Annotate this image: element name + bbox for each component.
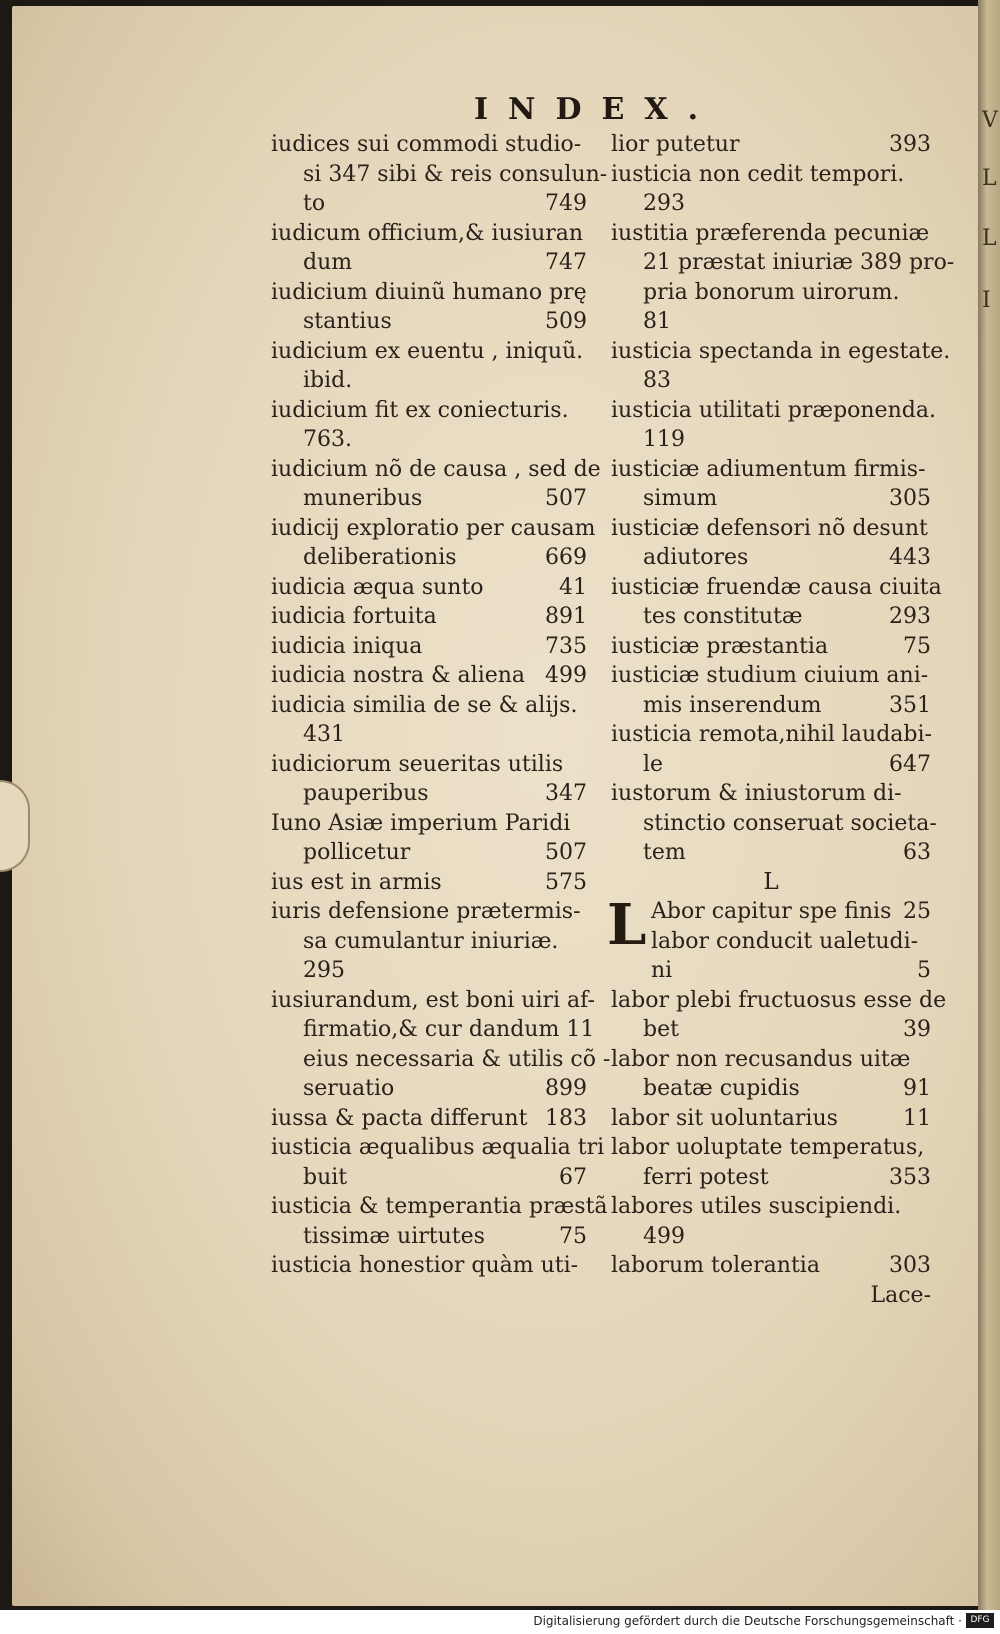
entry-text: 21 præstat iniuriæ 389 pro-: [643, 250, 955, 275]
entry-text: iudicia æqua sunto: [271, 574, 484, 600]
index-entry: [271, 484, 587, 514]
entry-text: iusticia non cedit tempori.: [611, 161, 905, 187]
entry-text: 295: [303, 958, 345, 983]
index-entry: [611, 514, 931, 544]
entry-text: ius est in armis: [271, 869, 442, 895]
index-entry: [611, 602, 931, 632]
index-entry: [271, 1222, 587, 1252]
page-number: 499: [545, 663, 587, 688]
index-entry: [271, 779, 587, 809]
index-entry: [271, 307, 587, 337]
entry-text: lior putetur: [611, 132, 740, 157]
page-number: 353: [889, 1164, 931, 1190]
drop-cap: L: [607, 892, 647, 958]
entry-text: 83: [643, 368, 671, 393]
index-entry: [611, 278, 931, 308]
page-number: 11: [903, 1105, 931, 1131]
entry-text: labor sit uoluntarius: [611, 1105, 838, 1131]
page-number: 91: [903, 1076, 931, 1101]
index-entry: [271, 455, 601, 485]
page-number: 63: [903, 840, 931, 865]
entry-text: 119: [643, 427, 685, 452]
entry-text: iusticia honestior quàm uti-: [271, 1253, 579, 1278]
index-entry: [611, 425, 931, 455]
catchword: Lace-: [870, 1282, 931, 1308]
entry-text: iudicium ex euentu , iniquũ.: [271, 338, 584, 364]
entry-text: 431: [303, 722, 345, 747]
index-entry: [611, 1015, 931, 1045]
entry-text: ibid.: [303, 368, 353, 393]
index-entry: [271, 189, 587, 219]
index-entry: [611, 1133, 931, 1163]
entry-text: le: [643, 751, 664, 777]
entry-text: mis inserendum: [643, 692, 822, 718]
entry-text: iudiciorum seueritas utilis: [271, 751, 564, 777]
entry-text: iusticiæ præstantia: [611, 633, 829, 659]
index-entry: [271, 514, 596, 544]
index-entry: [271, 927, 587, 957]
entry-text: bet: [643, 1017, 679, 1042]
index-entry: [271, 1015, 595, 1045]
entry-text: labores utiles suscipiendi.: [611, 1194, 902, 1219]
index-entry: [271, 219, 587, 249]
entry-text: iusticiæ fruendæ causa ciuita: [611, 574, 942, 600]
page-number: 303: [889, 1253, 931, 1278]
index-entry: [611, 1045, 931, 1075]
index-entry: [611, 366, 931, 396]
adjacent-page-edge: [978, 0, 1000, 1610]
page-number: 39: [903, 1017, 931, 1042]
entry-text: seruatio: [303, 1076, 395, 1101]
entry-text: ni: [651, 958, 673, 983]
index-entry: [271, 1163, 587, 1193]
entry-text: tissimæ uirtutes: [303, 1223, 485, 1249]
index-entry: [611, 927, 931, 957]
entry-text: stantius: [303, 309, 392, 334]
index-entry: [611, 455, 931, 485]
index-entry: [611, 337, 951, 367]
entry-text: firmatio,& cur dandum 11: [303, 1017, 595, 1042]
index-entry: [271, 425, 587, 455]
entry-text: buit: [303, 1164, 348, 1190]
edge-mark: V: [982, 108, 998, 133]
index-entry: [611, 160, 931, 190]
index-entry: [271, 661, 587, 691]
index-entry: [271, 750, 587, 780]
index-entry: [611, 307, 931, 337]
entry-text: 81: [643, 309, 671, 334]
entry-text: Abor capitur spe finis: [651, 899, 892, 924]
entry-text: iudicia fortuita: [271, 604, 437, 629]
entry-text: iudicia similia de se & alijs.: [271, 692, 578, 718]
index-entry: [611, 661, 931, 691]
entry-text: iudicium diuinũ humano prę: [271, 279, 587, 305]
page-number: 41: [559, 574, 587, 600]
index-entry: [611, 130, 931, 160]
index-entry: [611, 838, 931, 868]
index-entry: [611, 720, 931, 750]
page-number: 747: [545, 250, 587, 275]
page-number: 393: [889, 132, 931, 157]
index-entry: [271, 1133, 605, 1163]
entry-text: iudicium fit ex coniecturis.: [271, 397, 569, 423]
entry-text: iusticia spectanda in egestate.: [611, 338, 951, 364]
index-entry: [271, 1074, 587, 1104]
entry-text: stinctio conseruat societa-: [643, 810, 937, 836]
entry-text: labor non recusandus uitæ: [611, 1046, 911, 1072]
index-entry: [611, 396, 936, 426]
index-entry: [611, 1104, 931, 1134]
index-entry: [271, 632, 587, 662]
page-number: 347: [545, 781, 587, 806]
page-number: 75: [559, 1223, 587, 1249]
page-number: 351: [889, 692, 931, 718]
page-title: INDEX.: [474, 92, 719, 127]
edge-mark: L: [982, 226, 997, 251]
index-column-right: [607, 130, 955, 1310]
index-entry: [611, 956, 931, 986]
entry-text: iudicij exploratio per causam: [271, 515, 596, 541]
index-entry: [611, 632, 931, 662]
index-entry: [271, 1104, 587, 1134]
footer-credit: Digitalisierung gefördert durch die Deutsche Forschungsgemeinschaft ·: [533, 1614, 962, 1628]
entry-text: iudicia iniqua: [271, 633, 423, 659]
entry-text: si 347 sibi & reis consulun-: [303, 161, 608, 187]
index-entry: [271, 337, 587, 367]
page-number: 507: [545, 486, 587, 511]
entry-text: Iuno Asiæ imperium Paridi: [271, 810, 571, 836]
page-number: 5: [917, 958, 931, 983]
page-number: 575: [545, 869, 587, 895]
index-entry: [271, 396, 587, 426]
index-entry: [271, 838, 587, 868]
index-column-left: [271, 130, 611, 1281]
index-entry: [611, 809, 937, 839]
entry-text: simum: [643, 486, 718, 511]
index-entry: [271, 366, 587, 396]
entry-text: eius necessaria & utilis cõ -: [303, 1046, 611, 1072]
index-entry: [611, 1163, 931, 1193]
index-entry: [271, 1045, 611, 1075]
page-number: 749: [545, 191, 587, 216]
entry-text: pollicetur: [303, 840, 411, 865]
index-entry: [611, 573, 942, 603]
entry-text: iusticia utilitati præponenda.: [611, 397, 936, 423]
index-entry: [271, 602, 587, 632]
entry-text: 763.: [303, 427, 352, 452]
entry-text: iusticia remota,nihil laudabi-: [611, 722, 932, 747]
index-entry: [611, 1074, 931, 1104]
entry-text: dum: [303, 250, 353, 275]
index-entry: [271, 868, 587, 898]
entry-text: iussa & pacta differunt: [271, 1105, 528, 1131]
index-entry: [611, 691, 931, 721]
index-entry: [611, 248, 955, 278]
index-entry: [271, 809, 587, 839]
index-entry: [611, 1192, 931, 1222]
index-entry: [271, 691, 587, 721]
index-entry: [271, 897, 587, 927]
entry-text: iustorum & iniustorum di-: [611, 781, 902, 806]
dfg-logo: DFG: [966, 1613, 994, 1628]
page-number: 75: [903, 633, 931, 659]
page-number: 67: [559, 1164, 587, 1190]
entry-text: iudicia nostra & aliena: [271, 663, 526, 688]
entry-text: pria bonorum uirorum.: [643, 279, 900, 305]
index-entry: [611, 750, 931, 780]
entry-text: deliberationis: [303, 545, 457, 570]
entry-text: iusticiæ adiumentum firmis-: [611, 456, 926, 482]
index-entry: [611, 779, 931, 809]
index-entry: [611, 484, 931, 514]
index-entry: [271, 130, 587, 160]
index-entry: [271, 1192, 608, 1222]
index-entry: [611, 189, 931, 219]
page-number: 305: [889, 486, 931, 511]
index-entry: [271, 720, 587, 750]
index-entry: [271, 543, 587, 573]
entry-text: iustitia præferenda pecuniæ: [611, 220, 930, 246]
index-entry: [271, 248, 587, 278]
entry-text: iusticiæ defensori nõ desunt: [611, 515, 928, 541]
entry-text: labor uoluptate temperatus,: [611, 1135, 925, 1160]
index-entry: [271, 160, 608, 190]
entry-text: ferri potest: [643, 1164, 769, 1190]
index-entry: [271, 1251, 587, 1281]
entry-text: iudicium nõ de causa , sed de: [271, 456, 601, 482]
entry-text: iusticiæ studium ciuium ani-: [611, 663, 929, 688]
entry-text: iudicum officium,& iusiuran: [271, 220, 584, 246]
entry-text: 293: [643, 191, 685, 216]
entry-text: iudices sui commodi studio-: [271, 132, 582, 157]
entry-text: tes constitutæ: [643, 604, 803, 629]
index-entry: [271, 956, 587, 986]
page-number: 891: [545, 604, 587, 629]
entry-text: iusticia & temperantia præstã: [271, 1194, 608, 1219]
entry-text: iusiurandum, est boni uiri af-: [271, 987, 595, 1013]
entry-text: tem: [643, 840, 686, 865]
entry-text: muneribus: [303, 486, 423, 511]
entry-text: laborum tolerantia: [611, 1253, 820, 1278]
entry-text: labor conducit ualetudi-: [651, 928, 919, 954]
entry-text: iusticia æqualibus æqualia tri: [271, 1135, 605, 1160]
page-number: 735: [545, 633, 587, 659]
page-number: 183: [545, 1105, 587, 1131]
index-entry: [611, 1222, 931, 1252]
entry-text: pauperibus: [303, 781, 429, 806]
index-entry: [611, 1251, 931, 1281]
entry-text: beatæ cupidis: [643, 1076, 800, 1101]
edge-mark: I: [982, 288, 991, 313]
index-entry: [611, 219, 931, 249]
index-entry: [611, 986, 947, 1016]
entry-text: labor plebi fructuosus esse de: [611, 987, 947, 1013]
page-number: 443: [889, 545, 931, 570]
index-entry: [271, 278, 587, 308]
entry-text: to: [303, 191, 326, 216]
page-number: 669: [545, 545, 587, 570]
section-letter: L: [763, 868, 779, 895]
page-number: 293: [889, 604, 931, 629]
page-number: 899: [545, 1076, 587, 1101]
page-number: 509: [545, 309, 587, 334]
page-number: 647: [889, 751, 931, 777]
index-entry: [611, 543, 931, 573]
entry-text: iuris defensione prætermis-: [271, 899, 581, 924]
index-entry: [271, 573, 587, 603]
entry-text: adiutores: [643, 545, 749, 570]
index-entry: [271, 986, 595, 1016]
edge-mark: L: [982, 166, 997, 191]
entry-text: sa cumulantur iniuriæ.: [303, 928, 559, 954]
page-number: 25: [903, 899, 931, 924]
entry-text: 499: [643, 1223, 685, 1249]
page-number: 507: [545, 840, 587, 865]
